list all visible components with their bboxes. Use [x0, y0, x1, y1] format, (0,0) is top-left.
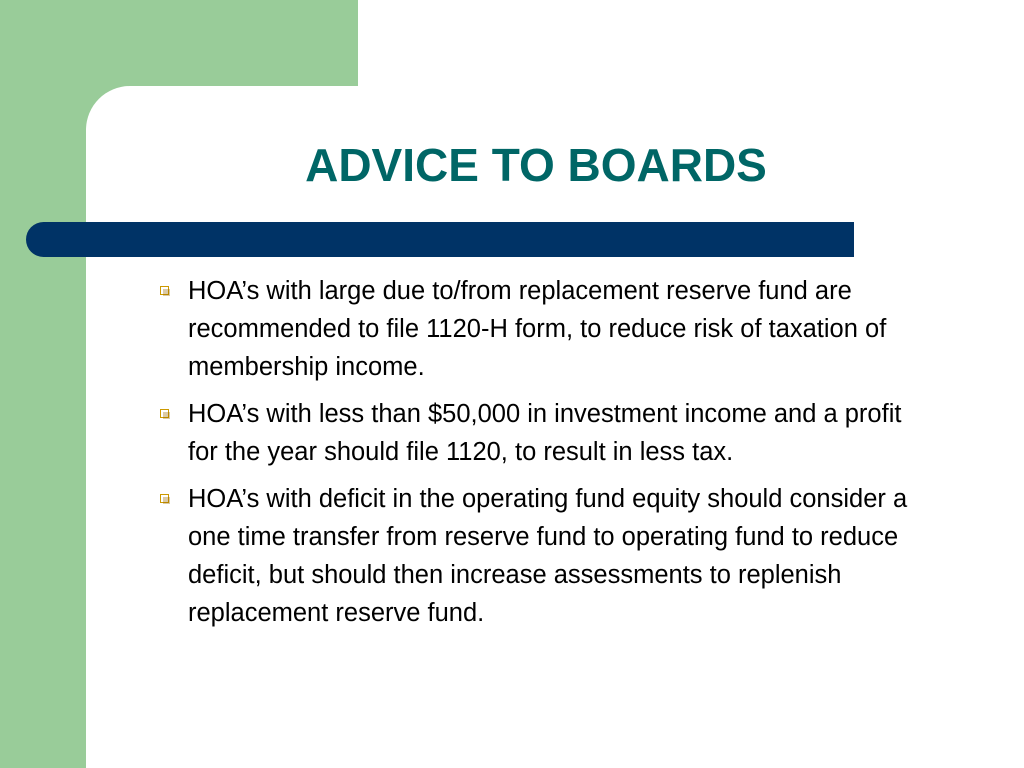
bullet-item [157, 395, 917, 471]
square-bullet-icon [160, 286, 169, 295]
square-bullet-icon [160, 494, 169, 503]
bullet-text: HOA’s with deficit in the operating fund equity should consider a one time transfer from reserve fund to operating fund to reduce deficit, but should then increase assessments to replenish replacement reserve fund. [188, 485, 908, 627]
title-underline-bar [26, 222, 854, 257]
bullet-item [157, 480, 917, 632]
slide-title: ADVICE TO BOARDS [305, 139, 767, 191]
bullet-list [157, 272, 917, 641]
square-bullet-icon [160, 409, 169, 418]
bullet-text: HOA’s with large due to/from replacement reserve fund are recommended to file 1120-H form, to reduce risk of taxation of membership income. [188, 277, 887, 381]
bullet-text: HOA’s with less than $50,000 in investment income and a profit for the year should file 1120, to result in less tax. [188, 400, 902, 466]
bullet-item [157, 272, 917, 386]
